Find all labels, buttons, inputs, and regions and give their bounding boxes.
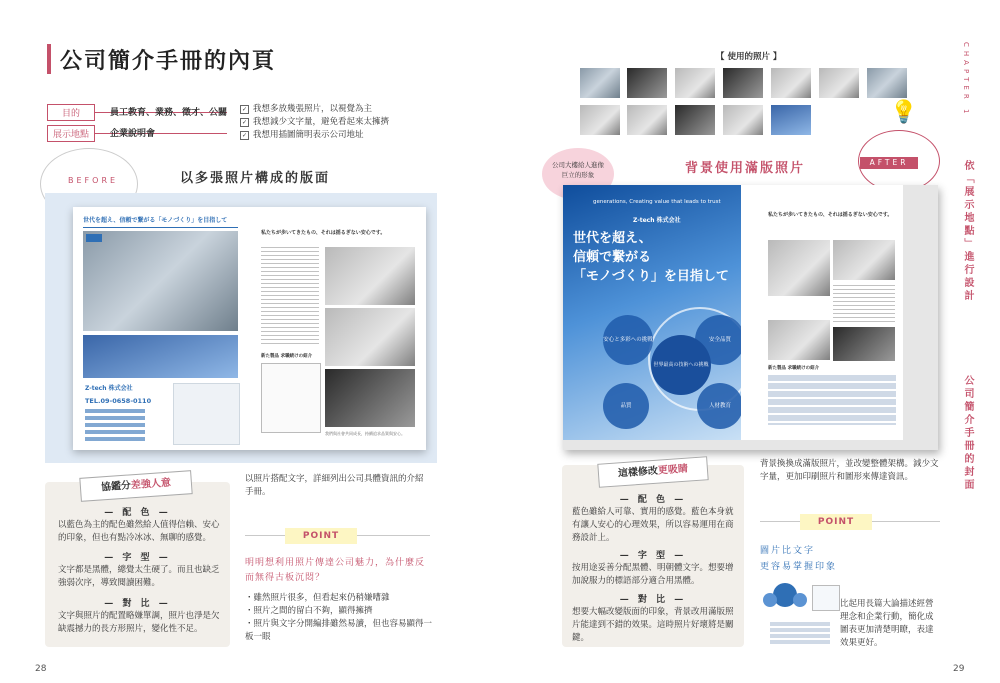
mock-company: Z-tech 株式会社 (85, 385, 133, 392)
section-text-color: 藍色雖給人可靠、實用的感覺。藍色本身就有讓人安心的心理效果，所以容易運用在商務設計上。 (572, 507, 734, 543)
section-heading-font: — 字 型 — (104, 553, 171, 563)
thumb-photo (627, 105, 667, 135)
circle-safety: 安全品質 (695, 315, 745, 365)
section-text-contrast: 想要大幅改變版面的印象，背景改用滿版照片能達到不錯的效果。這時照片好壞將是關鍵。 (572, 607, 734, 643)
mock-tel: TEL.09-0658-0110 (85, 397, 152, 405)
lightbulb-icon: 💡 (890, 100, 918, 125)
after-spread (563, 185, 938, 450)
section-text-contrast: 文字與照片的配置略嫌單調，照片也淨是欠缺震撼力的長方形照片，變化性不足。 (58, 611, 220, 634)
map-illustration (173, 383, 240, 445)
thumb-photo (675, 105, 715, 135)
mock-list (85, 409, 145, 443)
purpose-tag: 目的 (47, 104, 95, 121)
diagram-circle (763, 593, 777, 607)
thumb-photo (723, 68, 763, 98)
check-item: ✓ 我想用插圖簡明表示公司地址 (241, 130, 364, 140)
after-label: AFTER (860, 157, 918, 169)
page-title: 公司簡介手冊的內頁 (60, 49, 277, 74)
section-text-color: 以藍色為主的配色雖然給人值得信賴、安心的印象，但也有點冷冰冰、無聊的感覺。 (58, 520, 220, 543)
page-number-left: 28 (35, 664, 47, 674)
mock-tagline: generations, Creating value that leads to trust (593, 199, 721, 205)
building-photo (83, 231, 238, 331)
before-spread (73, 207, 426, 450)
point-note: 比起用長篇大論描述經營理念和企業行動，簡化成圖表更加清楚明瞭，表達效果更好。 (840, 599, 934, 648)
circle-challenge: 安心と多彩への挑戦 (603, 315, 653, 365)
before-label: BEFORE (68, 176, 119, 185)
thumb-photo (867, 68, 907, 98)
mock-headline: 世代を超え、 信頼で繋がる 「モノづくり」を目指して (573, 231, 729, 284)
point-question: 明明想利用照片傳達公司魅力，為什麼反而無得古板沉悶？ (245, 558, 426, 583)
map-thumb (812, 585, 840, 611)
factory-photo (325, 369, 415, 427)
bullet-list (245, 592, 435, 644)
mock-right-head: 私たちが歩いてきたもの、それは揺るぎない安心です。 (768, 212, 893, 218)
venue-text: 企業說明會 (110, 129, 156, 139)
bullet-item: ・雖然照片很多，但看起來仍稍嫌嘈雜 (245, 593, 390, 603)
mock-caption: 我們與社會共同成長，持續追求品質與安心。 (325, 431, 405, 436)
section-heading-contrast: — 對 比 — (104, 599, 171, 609)
machine-photo (325, 247, 415, 305)
bullet-item: ・照片與文字分開編排雖然易讀，但也容易顯得一板一眼 (245, 619, 433, 642)
pipes-photo (833, 240, 895, 280)
after-title: 背景使用滿版照片 (685, 161, 806, 176)
thumb-photo (819, 68, 859, 98)
photos-label: 【 使用的照片 】 (716, 52, 782, 62)
mock-headline: 世代を超え、信頼で繋がる「モノづくり」を目指して (83, 217, 228, 224)
speech-text: 公司大樓給人進像巨立的形象 (552, 161, 604, 179)
circle-center: 世界最高の技術への挑戦 (651, 335, 711, 395)
photo-tag (86, 234, 102, 242)
mock-company: Z-tech 株式会社 (633, 217, 681, 224)
venue-tag: 展示地點 (47, 125, 95, 142)
chapter-label: CHAPTER 1 (962, 42, 970, 118)
pipes-photo (325, 308, 415, 366)
section-text-font: 按用途妥善分配黑體、明朝體文字。想要增加說服力的標語部分適合用黑體。 (572, 563, 734, 586)
improvement-heading: 這樣修改更吸睛 (597, 456, 708, 488)
section-heading-contrast: — 對 比 — (619, 595, 687, 605)
before-caption: 以照片搭配文字，詳細列出公司具體資訊的介紹手冊。 (245, 474, 424, 497)
title-accent-bar (47, 44, 51, 74)
equipment-photo (768, 320, 830, 360)
thumb-photo (771, 68, 811, 98)
factory-photo (833, 327, 895, 361)
people-photo (83, 335, 238, 378)
before-title: 以多張照片構成的版面 (180, 171, 331, 186)
checkbox-icon: ✓ (241, 106, 248, 113)
after-caption: 背景換換成滿版照片，並改變整體架構。減少文字量，更加印刷照片和圖形來傳達資訊。 (760, 459, 939, 482)
mock-table (768, 375, 896, 425)
point-items: 圖片比文字 更容易掌握印象 (760, 546, 838, 572)
check-item: ✓ 我想多放幾張照片，以視覺為主 (241, 104, 373, 114)
thumb-photo (723, 105, 763, 135)
vertical-title-1: 依「展示地點」進行設計 (962, 160, 973, 303)
mock-table-head: 新た製品 求職続けの紹介 (768, 366, 820, 371)
vertical-title-2: 公司簡介手冊的封面 (962, 375, 973, 492)
thumb-photo (675, 68, 715, 98)
point-label: POINT (800, 514, 872, 530)
thumb-photo (580, 68, 620, 98)
mock-text-block (833, 285, 895, 325)
checkbox-icon: ✓ (241, 132, 248, 139)
mock-rule (83, 227, 238, 228)
mock-text-block (261, 247, 319, 347)
table-thumb (770, 622, 830, 646)
checklist (240, 103, 389, 142)
section-heading-color: — 配 色 — (619, 495, 687, 505)
thumb-photo (771, 105, 811, 135)
machine-photo (768, 240, 830, 296)
circle-quality: 品質 (603, 383, 649, 429)
bullet-item: ・照片之間的留白不夠，顯得擁擠 (245, 606, 373, 616)
checkbox-icon: ✓ (241, 119, 248, 126)
thumb-photo (627, 68, 667, 98)
critique-heading: 協鑑分差強人意 (79, 470, 192, 502)
section-heading-color: — 配 色 — (104, 508, 171, 518)
circle-training: 人材教育 (697, 383, 743, 429)
section-heading-font: — 字 型 — (619, 551, 687, 561)
point-label: POINT (285, 528, 357, 544)
mock-table-head: 新た製品 求職続けの紹介 (261, 354, 313, 359)
parts-grid (261, 363, 321, 433)
thumb-photo (580, 105, 620, 135)
check-item: ✓ 我想減少文字量，避免看起來太擁擠 (241, 117, 390, 127)
mock-right-head: 私たちが歩いてきたもの、それは揺るぎない安心です。 (261, 230, 386, 236)
purpose-text: 員工教育、業務、徵才、公關 (110, 108, 228, 118)
diagram-circle (793, 593, 807, 607)
section-text-font: 文字都是黑體，總覺太生硬了。而且也缺乏強弱次序，導致閱讀困難。 (58, 565, 220, 588)
page-number-right: 29 (953, 664, 965, 674)
